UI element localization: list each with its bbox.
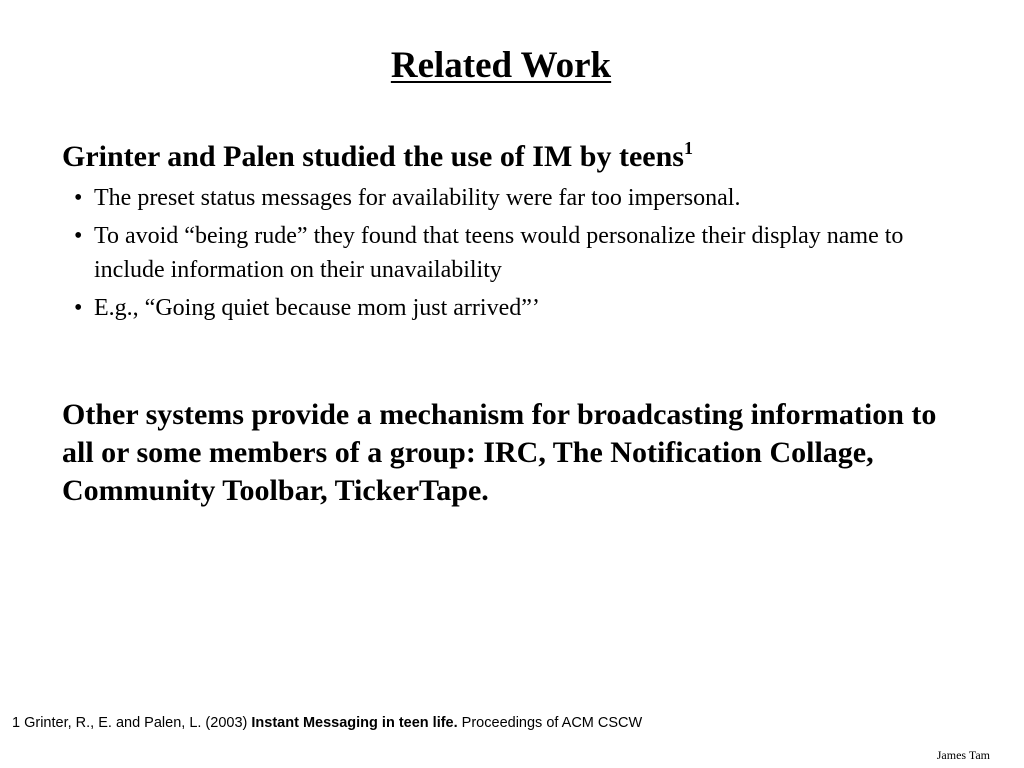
bullet-text: The preset status messages for availability were far too impersonal. bbox=[94, 185, 741, 211]
bullet-list bbox=[74, 181, 974, 329]
footnote-citation: 1 Grinter, R., E. and Palen, L. (2003) bbox=[12, 715, 252, 731]
author-name: James Tam bbox=[936, 748, 990, 762]
bullet-text: To avoid “being rude” they found that teens would personalize their display name to include information on their unavailability bbox=[94, 223, 904, 283]
bullet-icon: • bbox=[74, 223, 83, 249]
bullet-icon: • bbox=[74, 185, 83, 211]
footnote-venue: Proceedings of ACM CSCW bbox=[457, 715, 643, 731]
bullet-item bbox=[74, 219, 974, 287]
section-heading-text: Grinter and Palen studied the use of IM by teens bbox=[62, 140, 684, 173]
slide-title: Related Work bbox=[390, 45, 612, 86]
bullet-text: E.g., “Going quiet because mom just arrived”’ bbox=[94, 295, 540, 321]
bullet-item bbox=[74, 181, 974, 215]
other-systems-paragraph: Other systems provide a mechanism for broadcasting information to all or some members of a group: IRC, The Notification Collage, Community Toolbar, TickerTape. bbox=[62, 398, 937, 507]
footnote-marker: 1 bbox=[683, 138, 693, 158]
footnote bbox=[12, 713, 642, 733]
section-heading-grinter-palen bbox=[62, 138, 693, 176]
bullet-icon: • bbox=[74, 295, 83, 321]
footnote-title: Instant Messaging in teen life. bbox=[251, 715, 458, 731]
bullet-item bbox=[74, 291, 974, 325]
